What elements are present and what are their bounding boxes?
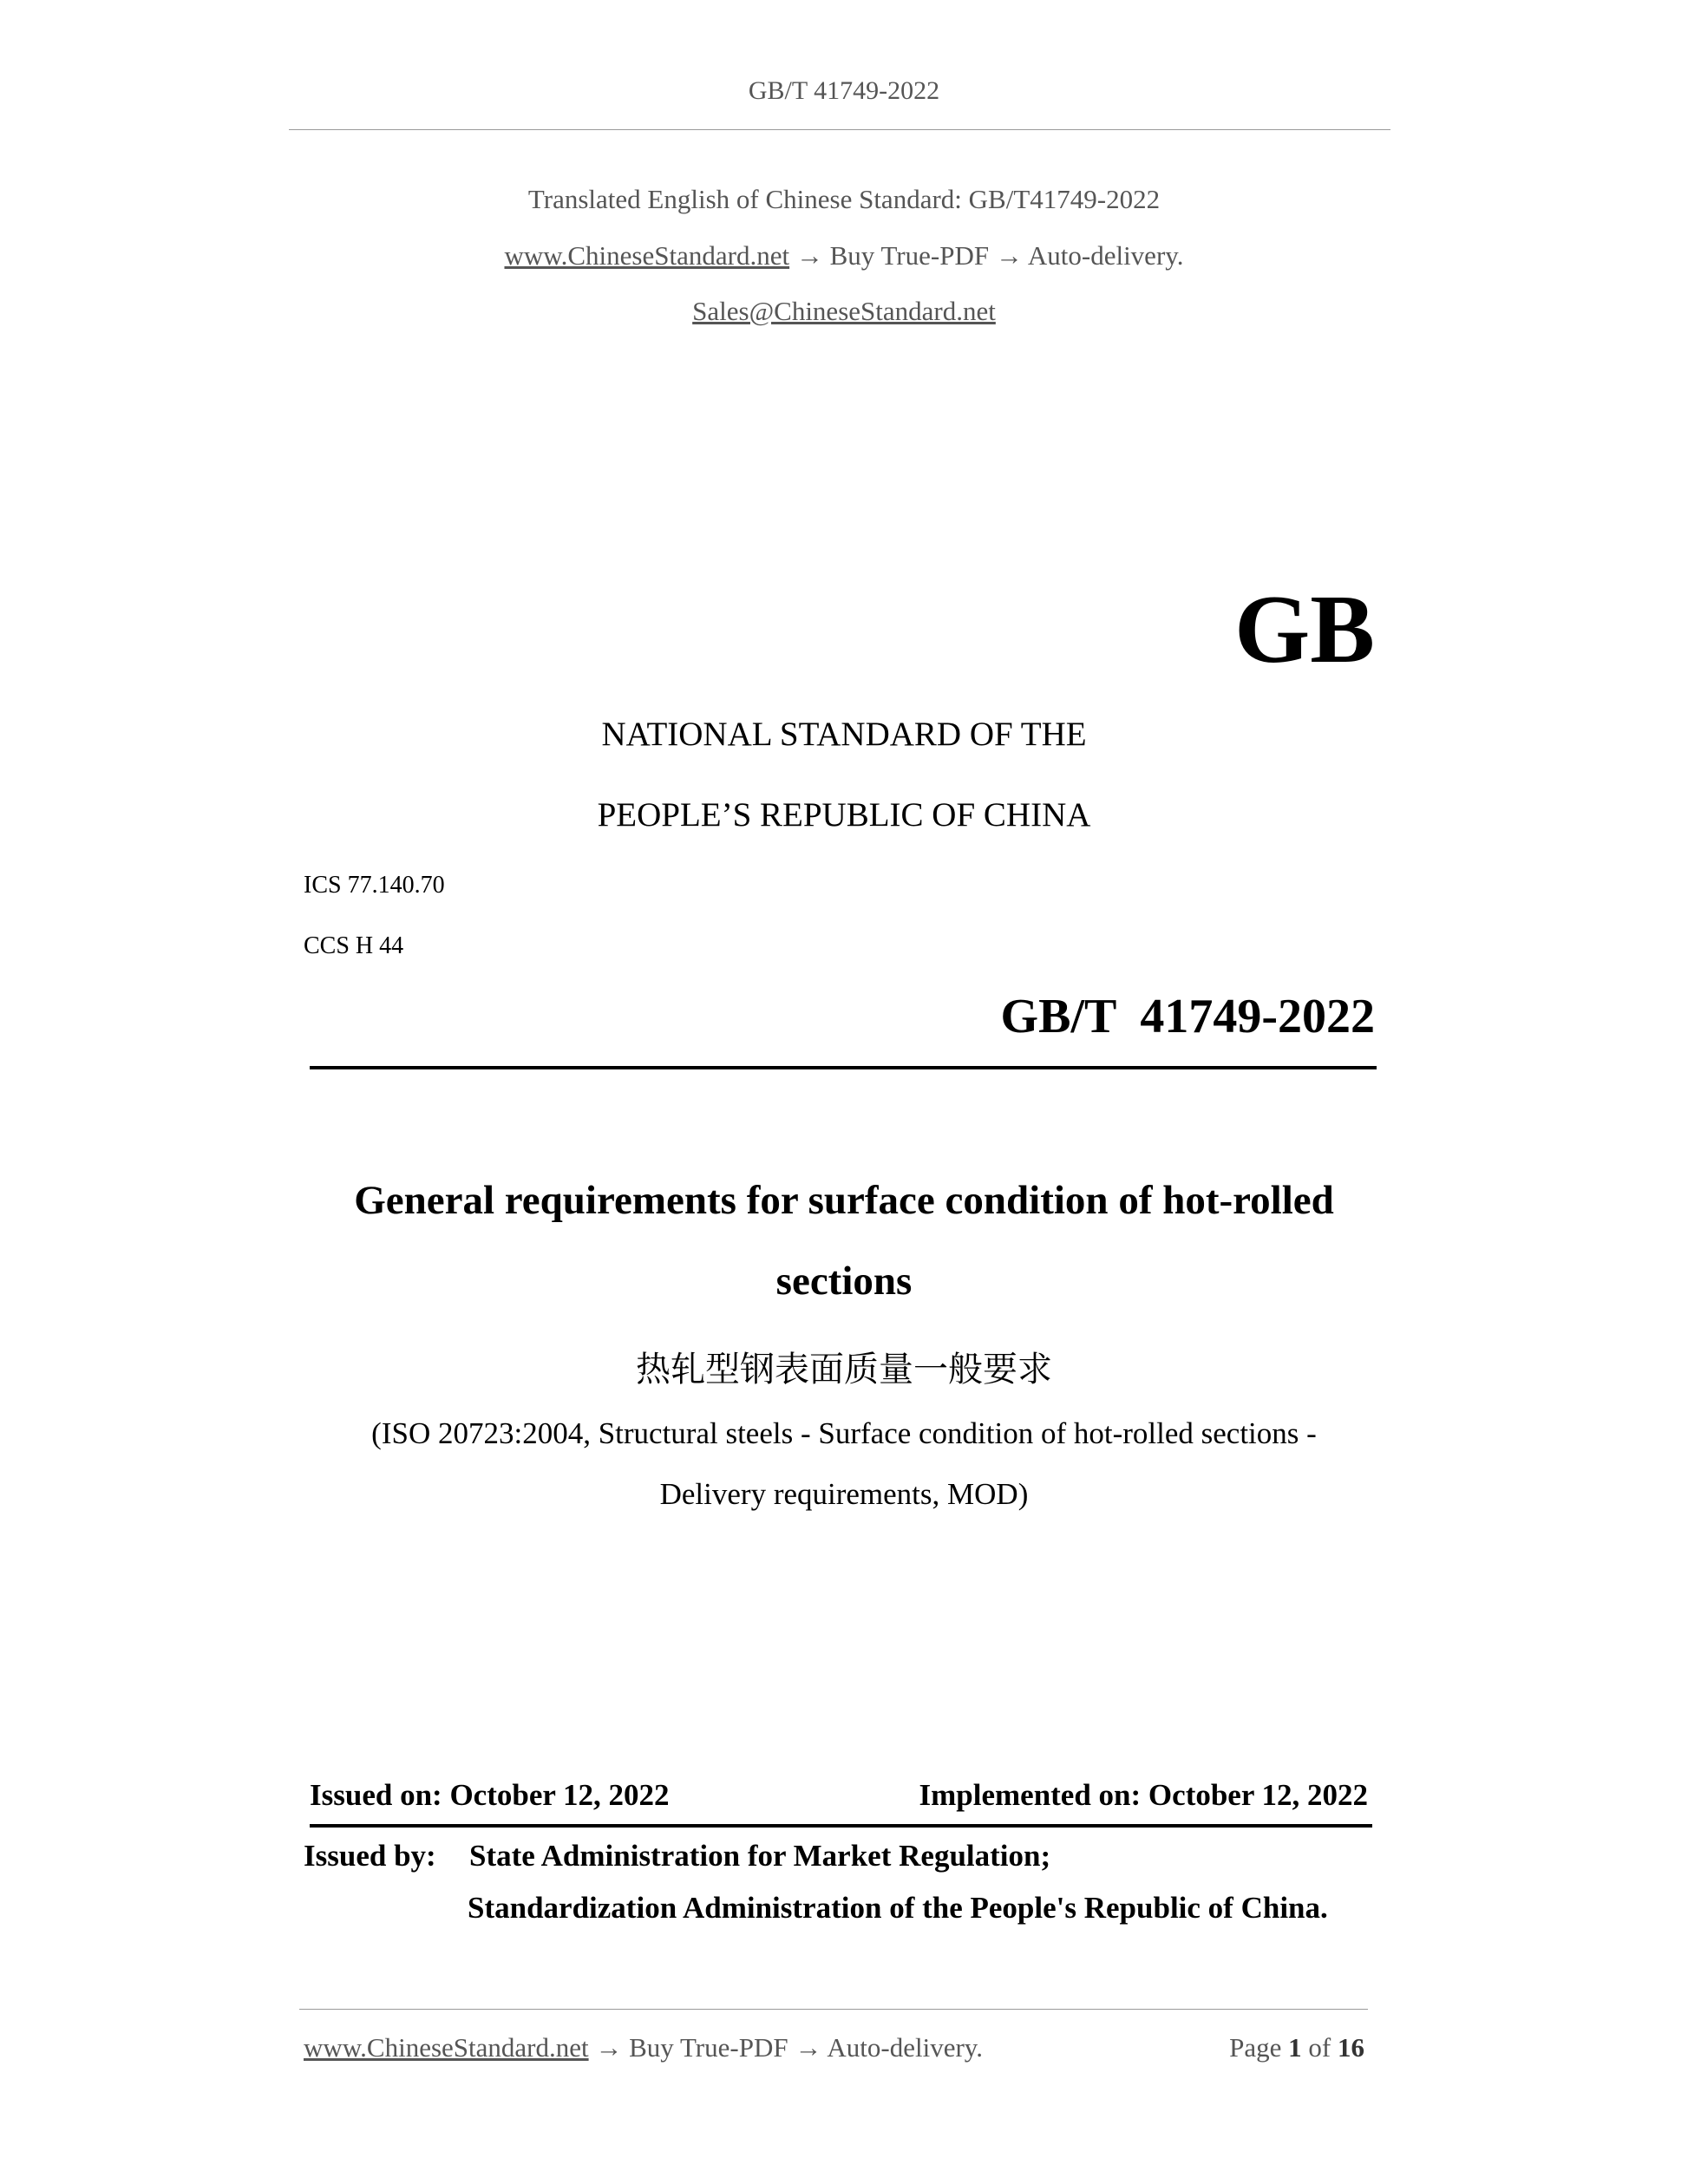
- iso-reference-line-1: (ISO 20723:2004, Structural steels - Surface condition of hot-rolled sections -: [371, 1416, 1317, 1450]
- national-standard-line-2: PEOPLE’S REPUBLIC OF CHINA: [597, 796, 1091, 834]
- ics-code: ICS 77.140.70: [304, 872, 445, 899]
- dates-rule: [310, 1824, 1372, 1828]
- footer-rule: [299, 2009, 1368, 2010]
- footer-buy-text: Buy True-PDF: [629, 2032, 788, 2063]
- sales-email-link[interactable]: Sales@ChineseStandard.net: [692, 296, 996, 326]
- header-rule: [289, 129, 1390, 130]
- page-indicator: [1229, 2032, 1364, 2063]
- auto-delivery-text: Auto-delivery.: [1027, 240, 1184, 271]
- total-pages: 16: [1338, 2032, 1364, 2063]
- iso-reference-line-2: Delivery requirements, MOD): [659, 1477, 1029, 1511]
- standard-number-rule: [310, 1066, 1377, 1069]
- purchase-line: [0, 240, 1688, 271]
- gb-mark: GB: [1234, 576, 1375, 683]
- chinese-title: 热轧型钢表面质量一般要求: [636, 1350, 1052, 1390]
- email-line: [0, 296, 1688, 327]
- translation-notice: Translated English of Chinese Standard: GB/T41749-2022: [527, 184, 1161, 214]
- standard-number: GB/T 41749-2022: [1000, 990, 1375, 1043]
- footer-purchase-line: [304, 2032, 983, 2063]
- website-link[interactable]: www.ChineseStandard.net: [504, 240, 790, 271]
- issued-on-date: Issued on: October 12, 2022: [310, 1778, 670, 1812]
- footer-auto-delivery-text: Auto-delivery.: [827, 2032, 984, 2063]
- implemented-on-date: Implemented on: October 12, 2022: [919, 1778, 1368, 1812]
- page-number: 1: [1288, 2032, 1302, 2063]
- footer-website-link[interactable]: www.ChineseStandard.net: [304, 2032, 589, 2063]
- arrow-right-icon: →: [595, 2032, 623, 2063]
- issuer-org-1: State Administration for Market Regulation;: [469, 1839, 1051, 1873]
- page-word: Page: [1229, 2032, 1282, 2063]
- issuer-org-2: Standardization Administration of the People's Republic of China.: [468, 1891, 1328, 1925]
- issued-by-label: Issued by:: [304, 1839, 436, 1873]
- arrow-right-icon: →: [995, 240, 1023, 271]
- ccs-code: CCS H 44: [304, 932, 404, 959]
- arrow-right-icon: →: [795, 2032, 822, 2063]
- running-header: GB/T 41749-2022: [748, 76, 940, 105]
- arrow-right-icon: →: [795, 240, 823, 271]
- title-line-1: General requirements for surface condition of hot-rolled: [354, 1178, 1334, 1223]
- of-word: of: [1308, 2032, 1331, 2063]
- title-line-2: sections: [775, 1259, 913, 1304]
- buy-true-pdf-text: Buy True-PDF: [829, 240, 990, 271]
- national-standard-line-1: NATIONAL STANDARD OF THE: [601, 716, 1087, 753]
